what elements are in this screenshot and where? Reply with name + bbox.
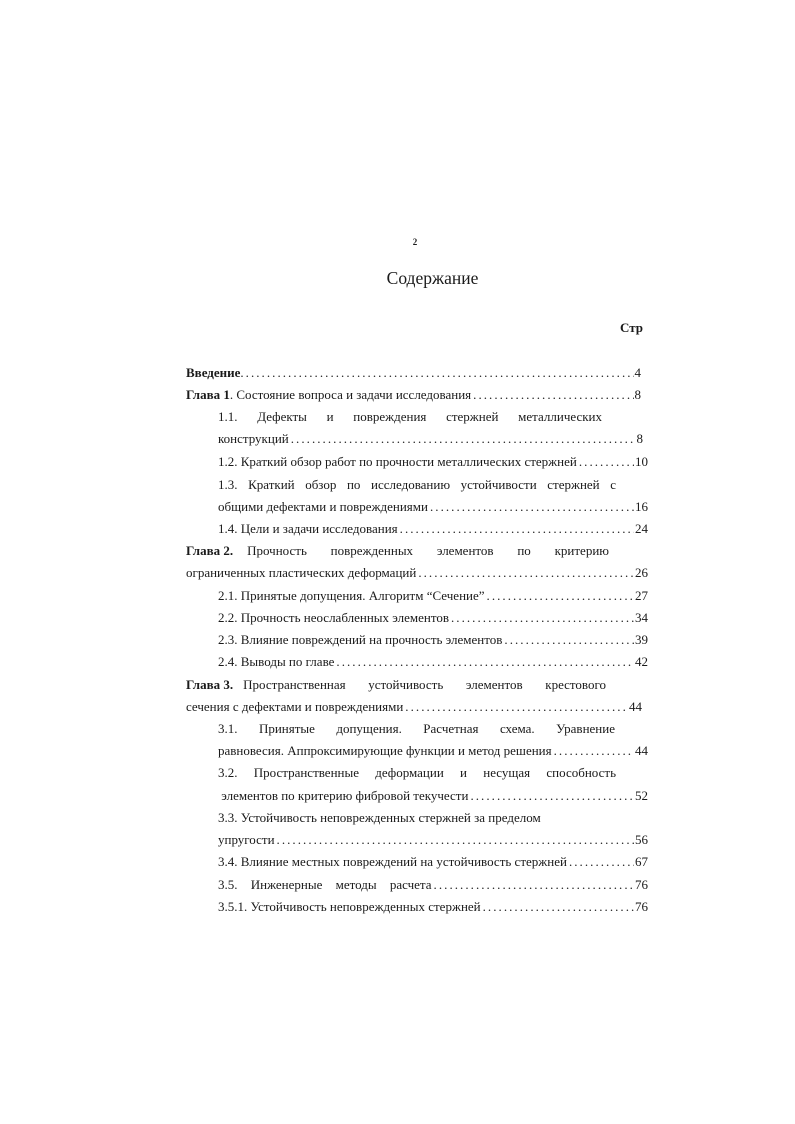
- toc-entry-chapter-3-line1[interactable]: [186, 675, 606, 695]
- dot-leader: [403, 697, 628, 717]
- entry-text: ограниченных пластических деформаций: [186, 565, 417, 580]
- entry-page: 76: [635, 877, 648, 892]
- toc-entry-2-4[interactable]: [218, 652, 648, 672]
- toc-entry-3-4[interactable]: [218, 852, 648, 872]
- entry-text: 3.5.1. Устойчивость неповрежденных стержней: [218, 899, 481, 914]
- entry-label: Глава 2.: [186, 543, 234, 558]
- entry-page: 27: [635, 588, 648, 603]
- toc-entry-3-2[interactable]: [218, 786, 648, 806]
- entry-page: 26: [635, 565, 648, 580]
- entry-page: 24: [635, 521, 648, 536]
- dot-leader: [468, 786, 634, 806]
- entry-text: упругости: [218, 832, 275, 847]
- entry-page: 4: [634, 365, 641, 380]
- entry-text: общими дефектами и повреждениями: [218, 499, 428, 514]
- entry-page: 39: [635, 632, 648, 647]
- toc-entry-1-3-line1[interactable]: 1.3. Краткий обзор по исследованию устойчивости стержней с: [218, 477, 616, 492]
- entry-page: 8: [634, 387, 641, 402]
- entry-text: элементов по критерию фибровой текучести: [218, 788, 469, 803]
- entry-page: 10: [635, 454, 648, 469]
- page-column-label: Стр: [620, 320, 643, 335]
- toc-entry-2-3[interactable]: [218, 630, 648, 650]
- dot-leader: [244, 363, 634, 383]
- toc-entry-chapter-3[interactable]: [186, 697, 642, 717]
- dot-leader: [449, 608, 634, 628]
- entry-text: конструкций: [218, 431, 289, 446]
- entry-text: .: [240, 365, 244, 380]
- entry-page: 67: [635, 854, 648, 869]
- entry-page: 76: [635, 899, 648, 914]
- toc-entry-1-3[interactable]: [218, 497, 648, 517]
- entry-label: Глава 3.: [186, 677, 234, 692]
- dot-leader: [289, 429, 636, 449]
- page-title: Содержание: [386, 268, 479, 288]
- dot-leader: [334, 652, 634, 672]
- dot-leader: [502, 630, 634, 650]
- dot-leader: [552, 741, 634, 761]
- entry-label: Глава 1: [186, 387, 230, 402]
- dot-leader: [275, 830, 634, 850]
- toc-entry-chapter-2[interactable]: [186, 563, 648, 583]
- toc-entry-1-2[interactable]: [218, 452, 648, 472]
- dot-leader: [577, 452, 634, 472]
- entry-label: Введение: [186, 365, 241, 380]
- entry-text: 3.4. Влияние местных повреждений на устойчивость стержней: [218, 854, 567, 869]
- toc-entry-chapter-2-line1[interactable]: [186, 541, 609, 561]
- entry-page: 34: [635, 610, 648, 625]
- entry-page: 42: [635, 654, 648, 669]
- toc-entry-3-3[interactable]: [218, 830, 648, 850]
- dot-leader: [485, 586, 634, 606]
- entry-text: 2.3. Влияние повреждений на прочность элементов: [218, 632, 503, 647]
- dot-leader: [432, 875, 634, 895]
- entry-text-line1: Прочность поврежденных элементов по критерию: [247, 543, 609, 558]
- toc-entry-3-2-line1[interactable]: 3.2. Пространственные деформации и несущая способность: [218, 765, 616, 780]
- toc-entry-3-1-line1[interactable]: 3.1. Принятые допущения. Расчетная схема. Уравнение: [218, 721, 615, 736]
- toc-entry-1-1-line1[interactable]: 1.1. Дефекты и повреждения стержней металлических: [218, 409, 602, 424]
- toc-entry-2-2[interactable]: [218, 608, 648, 628]
- entry-page: 44: [629, 699, 642, 714]
- toc-entry-3-1[interactable]: [218, 741, 648, 761]
- entry-page: 44: [635, 743, 648, 758]
- toc-entry-1-1[interactable]: [218, 429, 643, 449]
- page-number: 2: [412, 237, 418, 247]
- entry-page: 56: [635, 832, 648, 847]
- toc-entry-2-1[interactable]: [218, 586, 648, 606]
- entry-text: 2.2. Прочность неослабленных элементов: [218, 610, 449, 625]
- toc-entry-1-4[interactable]: [218, 519, 648, 539]
- entry-text-line1: Пространственная устойчивость элементов крестового: [243, 677, 606, 692]
- entry-text: 3.5. Инженерные методы расчета: [218, 877, 432, 892]
- toc-entry-3-5-1[interactable]: [218, 897, 648, 917]
- entry-page: 8: [636, 431, 643, 446]
- dot-leader: [471, 385, 633, 405]
- toc-entry-3-3-line1[interactable]: 3.3. Устойчивость неповрежденных стержней за пределом: [218, 810, 541, 825]
- entry-text: равновесия. Аппроксимирующие функции и метод решения: [218, 743, 552, 758]
- dot-leader: [567, 852, 634, 872]
- toc-entry-3-5[interactable]: [218, 875, 648, 895]
- dot-leader: [398, 519, 634, 539]
- entry-page: 52: [635, 788, 648, 803]
- entry-text: 2.4. Выводы по главе: [218, 654, 335, 669]
- dot-leader: [416, 563, 634, 583]
- entry-page: 16: [635, 499, 648, 514]
- entry-text: 2.1. Принятые допущения. Алгоритм “Сечение”: [218, 588, 485, 603]
- toc-entry-chapter-1[interactable]: [186, 385, 641, 405]
- entry-text: 1.4. Цели и задачи исследования: [218, 521, 398, 536]
- dot-leader: [481, 897, 634, 917]
- toc-entry-introduction[interactable]: [186, 363, 641, 383]
- entry-text: 1.2. Краткий обзор работ по прочности металлических стержней: [218, 454, 577, 469]
- dot-leader: [428, 497, 634, 517]
- entry-text: сечения с дефектами и повреждениями: [186, 699, 404, 714]
- entry-text: . Состояние вопроса и задачи исследования: [229, 387, 472, 402]
